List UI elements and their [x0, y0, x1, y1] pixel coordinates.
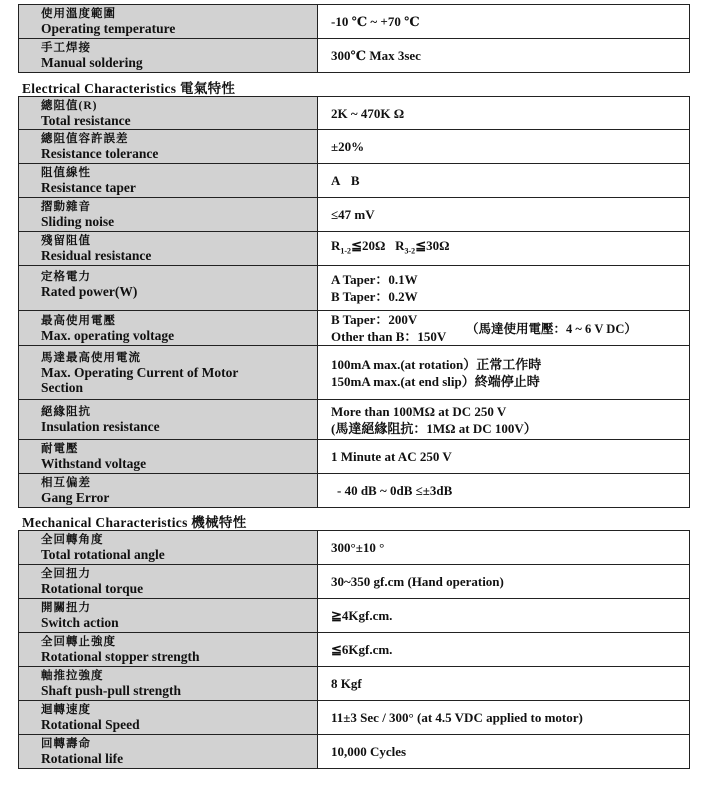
table-row: [19, 440, 690, 474]
row-value: [318, 667, 690, 701]
row-label: [19, 565, 318, 599]
table-row: [19, 198, 690, 232]
label-zh: 總阻值容許誤差: [41, 133, 129, 145]
label-zh: 定格電力: [41, 271, 91, 283]
row-value: [318, 266, 690, 311]
label-zh: 使用溫度範圍: [41, 8, 116, 20]
table-row: [19, 5, 690, 39]
row-value: [318, 735, 690, 769]
table-row: [19, 701, 690, 735]
value-line: Other than B：150V: [331, 329, 447, 344]
value-line: 11±3 Sec / 300° (at 4.5 VDC applied to motor): [331, 710, 583, 725]
row-value: [318, 633, 690, 667]
table-row: [19, 735, 690, 769]
motor-voltage-note: （馬達使用電壓：4 ~ 6 V DC）: [466, 322, 637, 336]
row-label: [19, 735, 318, 769]
row-value: [318, 5, 690, 39]
value-line: 300°±10 °: [331, 540, 385, 555]
label-zh: 絕緣阻抗: [41, 406, 91, 418]
value-line: A B: [331, 173, 360, 188]
label-en: Total rotational angle: [41, 547, 165, 562]
label-en: Sliding noise: [41, 214, 115, 229]
label-zh: 總阻值(R): [41, 99, 98, 112]
label-en: Shaft push-pull strength: [41, 683, 182, 698]
table-row: [19, 400, 690, 440]
table-row: [19, 164, 690, 198]
row-label: [19, 531, 318, 565]
label-zh: 摺動雜音: [41, 201, 91, 213]
row-label: [19, 633, 318, 667]
value-line: -10 ℃ ~ +70 ℃: [331, 14, 420, 29]
row-value: [318, 130, 690, 164]
r32-limit: ≦30Ω: [415, 238, 450, 254]
value-line: - 40 dB ~ 0dB ≤±3dB: [337, 483, 453, 498]
row-value: [318, 198, 690, 232]
label-zh: 全回扭力: [41, 568, 91, 580]
r12-subscript: 1-2: [340, 246, 352, 256]
row-value: [318, 97, 690, 130]
mechanical-table: [18, 530, 690, 769]
label-en: Operating temperature: [41, 21, 176, 36]
label-en: Rotational life: [41, 751, 124, 766]
label-en: Withstand voltage: [41, 456, 147, 471]
section-title: Electrical Characteristics 電氣特性: [22, 81, 236, 96]
value-line: 150mA max.(at end slip）終端停止時: [331, 373, 540, 389]
environment-table: [18, 4, 690, 73]
row-value: [318, 701, 690, 735]
row-label: [19, 232, 318, 266]
value-line: 300℃ Max 3sec: [331, 48, 421, 63]
label-zh: 阻值線性: [41, 167, 91, 179]
label-zh: 全回轉角度: [41, 534, 104, 546]
label-en: Rotational torque: [41, 581, 144, 596]
row-value: [318, 440, 690, 474]
row-label: [19, 198, 318, 232]
value-line: 1 Minute at AC 250 V: [331, 449, 452, 464]
table-row: [19, 565, 690, 599]
row-label: [19, 97, 318, 130]
label-en: Resistance tolerance: [41, 146, 159, 161]
value-line: (馬達絕緣阻抗：1MΩ at DC 100V）: [331, 420, 537, 436]
table-row: [19, 266, 690, 311]
label-zh: 相互偏差: [41, 477, 91, 489]
value-line: 30~350 gf.cm (Hand operation): [331, 574, 504, 589]
row-value: [318, 400, 690, 440]
electrical-table: [18, 96, 690, 508]
value-line: ≧4Kgf.cm.: [331, 608, 393, 623]
row-value: [318, 531, 690, 565]
section-title: Mechanical Characteristics 機械特性: [22, 515, 247, 530]
row-label: [19, 440, 318, 474]
r32-subscript: 3-2: [404, 246, 416, 256]
row-label: [19, 400, 318, 440]
label-en: Max. Operating Current of Motor: [41, 364, 239, 380]
label-en: Switch action: [41, 615, 119, 630]
value-line: ±20%: [331, 139, 365, 154]
row-label: [19, 474, 318, 508]
label-en: Resistance taper: [41, 180, 136, 195]
row-label: [19, 701, 318, 735]
label-zh: 手工焊接: [41, 42, 91, 54]
table-row: [19, 311, 690, 346]
row-value: [318, 232, 690, 266]
value-line: 2K ~ 470K Ω: [331, 105, 405, 121]
value-line: More than 100MΩ at DC 250 V: [331, 403, 507, 419]
row-label: [19, 130, 318, 164]
row-label: [19, 5, 318, 39]
value-line: 8 Kgf: [331, 676, 362, 691]
row-value: [318, 474, 690, 508]
row-label: [19, 599, 318, 633]
row-value: [318, 311, 690, 346]
residual-value: [331, 237, 689, 260]
label-en: Total resistance: [41, 112, 131, 128]
label-en: Residual resistance: [41, 248, 152, 263]
table-row: [19, 633, 690, 667]
row-value: [318, 599, 690, 633]
row-value: [318, 565, 690, 599]
value-line: 10,000 Cycles: [331, 744, 407, 759]
value-line: ≤47 mV: [331, 207, 375, 222]
label-en: Rotational Speed: [41, 717, 140, 732]
table-row: [19, 667, 690, 701]
table-row: [19, 97, 690, 130]
row-label: [19, 164, 318, 198]
label-en: Insulation resistance: [41, 419, 160, 434]
label-zh: 最高使用電壓: [41, 314, 116, 327]
table-row: [19, 599, 690, 633]
row-label: [19, 39, 318, 73]
value-line: B Taper：0.2W: [331, 289, 418, 304]
label-zh: 全回轉止強度: [41, 636, 116, 648]
table-row: [19, 232, 690, 266]
mechanical-section: [18, 515, 690, 769]
label-en: Rotational stopper strength: [41, 649, 200, 664]
label-en-continued: Section: [41, 379, 83, 395]
row-label: [19, 346, 318, 400]
row-label: [19, 266, 318, 311]
label-zh: 耐電壓: [41, 443, 79, 455]
label-en: Manual soldering: [41, 55, 143, 70]
row-value: [318, 39, 690, 73]
r32-symbol: R: [395, 238, 405, 254]
value-line: ≦6Kgf.cm.: [331, 642, 393, 657]
row-value: [318, 164, 690, 198]
label-zh: 馬達最高使用電流: [41, 351, 141, 364]
label-zh: 迴轉速度: [41, 704, 91, 716]
value-line: A Taper：0.1W: [331, 272, 418, 287]
electrical-section: [18, 81, 690, 508]
table-row: [19, 531, 690, 565]
label-zh: 開關扭力: [41, 602, 91, 614]
r12-limit: ≦20Ω: [351, 238, 386, 254]
label-en: Gang Error: [41, 490, 110, 505]
row-label: [19, 667, 318, 701]
label-en: Rated power(W): [41, 284, 138, 299]
row-label: [19, 311, 318, 346]
value-line: 100mA max.(at rotation）正常工作時: [331, 356, 542, 372]
table-row: [19, 346, 690, 400]
value-line: B Taper：200V: [331, 312, 418, 327]
label-en: Max. operating voltage: [41, 327, 175, 343]
label-zh: 回轉壽命: [41, 738, 91, 750]
label-zh: 殘留阻值: [41, 235, 91, 247]
label-zh: 軸推拉強度: [41, 670, 104, 682]
r12-symbol: R: [331, 238, 341, 254]
table-row: [19, 130, 690, 164]
table-row: [19, 474, 690, 508]
row-value: [318, 346, 690, 400]
environment-section: [18, 4, 690, 73]
table-row: [19, 39, 690, 73]
